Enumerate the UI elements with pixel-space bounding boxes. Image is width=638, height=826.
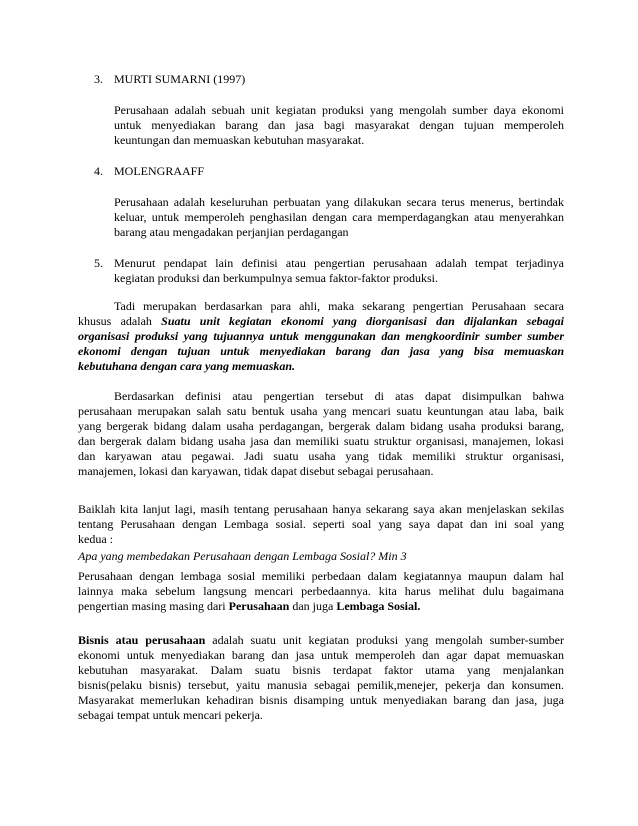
para5-line-1 [78, 633, 564, 648]
para3-line-3: kedua : [78, 532, 113, 546]
para2-line-1: Berdasarkan definisi atau pengertian tersebut di atas dapat disimpulkan bahwa [114, 389, 564, 403]
para5-line-4: bisnis(pelaku bisnis) tersebut, yaitu manusia sebagai pemilik,menejer, pekerja dan konsumen. [78, 678, 564, 692]
para5-line-6: sebagai tempat untuk mencari pekerja. [78, 708, 263, 722]
item-3-number: 3. [94, 72, 103, 86]
para2-line-4: dan bergerak dalam bidang usaha jasa dan memiliki suatu struktur organisasi, manajemen, lokasi [78, 434, 564, 448]
item-4-line-3: barang atau mengadakan perjanjian perdagangan [114, 225, 349, 239]
item-3-line-1: Perusahaan adalah sebuah unit kegiatan produksi yang mengolah sumber daya ekonomi [114, 103, 564, 117]
para5-line-3: kebutuhan masyarakat. Dalam suatu bisnis terdapat faktor utama yang menjalankan [78, 663, 564, 677]
item-4-heading: MOLENGRAAFF [114, 164, 205, 178]
item-4-line-1: Perusahaan adalah keseluruhan perbuatan yang dilakukan secara terus menerus, bertindak [114, 195, 564, 209]
para1-line-4: ekonomi dengan tujuan untuk menyediakan barang dan jasa yang bisa memuaskan [78, 344, 564, 358]
para1-line-2-emphasis: Suatu unit kegiatan ekonomi yang diorganisasi dan dijalankan sebagai [161, 314, 564, 328]
para2-line-3: yang bergerak bidang dalam usaha perdagangan, bergerak dalam bidang usaha produksi barang, [78, 419, 564, 433]
item-5-line-1: Menurut pendapat lain definisi atau pengertian perusahaan adalah tempat terjadinya [114, 256, 564, 270]
question-line: Apa yang membedakan Perusahaan dengan Lembaga Sosial? Min 3 [78, 549, 407, 563]
para5-line-5: Masyarakat memerlukan kehadiran bisnis disamping untuk menyediakan barang dan jasa, juga [78, 693, 564, 707]
para2-line-6: manajemen, lokasi dan karyawan, tidak dapat disebut sebagai perusahaan. [78, 464, 434, 478]
para4-line-3-joiner: dan juga [289, 599, 337, 613]
item-3-heading: MURTI SUMARNI (1997) [114, 72, 246, 86]
para1-line-2-plain: khusus adalah [78, 314, 162, 328]
para4-line-3-text: pengertian masing masing dari [78, 599, 229, 613]
para2-line-5: dan karyawan atau pegawai. Jadi suatu usaha yang tidak memiliki struktur organisasi, [78, 449, 564, 463]
item-5-number: 5. [94, 256, 103, 270]
para3-line-2: tentang Perusahaan dengan Lembaga sosial. seperti soal yang saya dapat dan ini soal yang [78, 517, 564, 531]
para4-term-lembaga-sosial: Lembaga Sosial. [336, 599, 421, 613]
para2-line-2: perusahaan merupakan salah satu bentuk usaha yang mencari suatu keuntungan atau laba, baik [78, 404, 564, 418]
para4-term-perusahaan: Perusahaan [228, 599, 290, 613]
para1-line-2 [78, 314, 564, 329]
para3-line-1: Baiklah kita lanjut lagi, masih tentang perusahaan hanya sekarang saya akan menjelaskan sekilas [78, 502, 564, 516]
para5-line-1-rest: adalah suatu unit kegiatan produksi yang mengolah sumber-sumber [205, 633, 564, 647]
para1-line-1: Tadi merupakan berdasarkan para ahli, maka sekarang pengertian Perusahaan secara [114, 299, 564, 313]
item-4-number: 4. [94, 164, 103, 178]
item-4-line-2: keluar, untuk memperoleh penghasilan dengan cara memperdagangkan atau menyerahkan [114, 210, 564, 224]
para5-line-2: ekonomi untuk menyediakan barang dan jasa untuk memperoleh dan agar dapat memuaskan [78, 648, 564, 662]
para5-term-bisnis: Bisnis atau perusahaan [78, 633, 206, 647]
para4-line-3 [78, 599, 420, 614]
para4-line-1: Perusahaan dengan lembaga sosial memiliki perbedaan dalam kegiatannya maupun dalam hal [78, 569, 564, 583]
item-3-line-3: keuntungan dan memuaskan kebutuhan masyarakat. [114, 133, 365, 147]
para1-line-3: organisasi produksi yang tujuannya untuk menggunakan dan mengkoordinir sumber sumber [78, 329, 564, 343]
item-3-line-2: untuk menyediakan barang dan jasa bagi masyarakat dengan tujuan memperoleh [114, 118, 564, 132]
para4-line-2: lainnya maka sebelum langsung mencari perbedaannya. kita harus melihat dulu bagaimana [78, 584, 564, 598]
para1-line-5: kebutuhana dengan cara yang memuaskan. [78, 359, 296, 373]
item-5-line-2: kegiatan produksi dan berkumpulnya semua faktor-faktor produksi. [114, 271, 439, 285]
